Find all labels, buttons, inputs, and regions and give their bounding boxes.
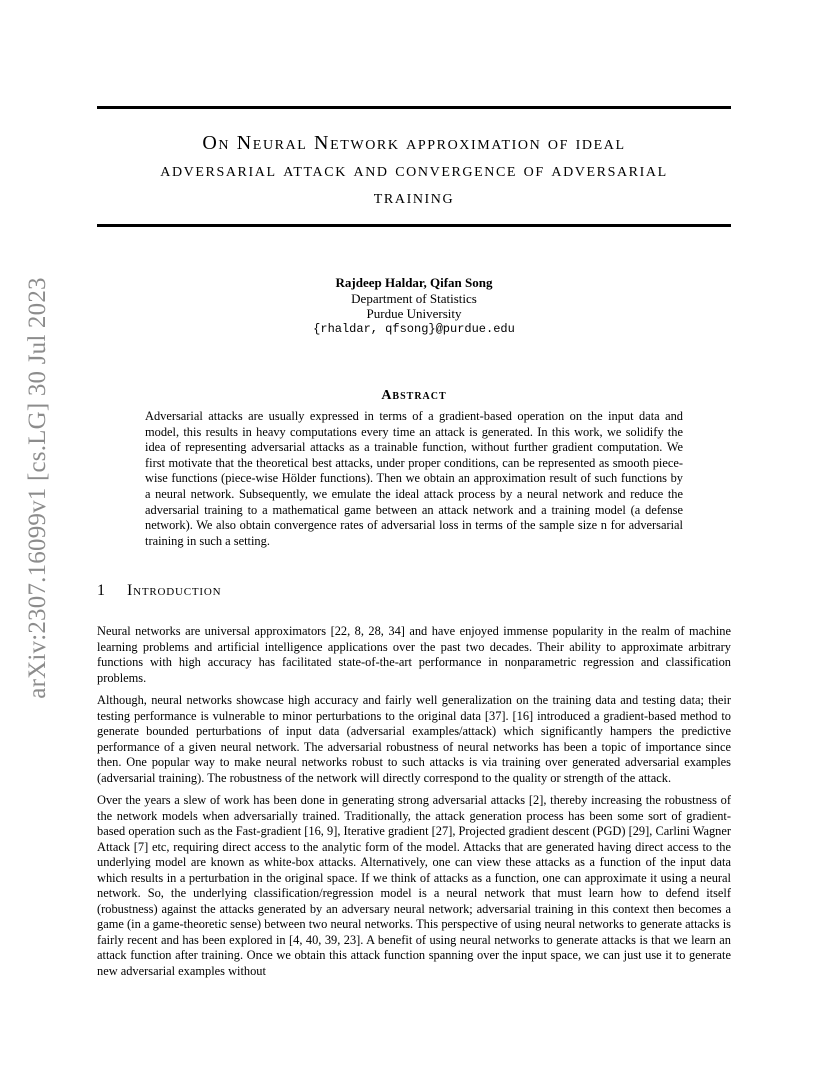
title-top-rule (97, 106, 731, 109)
title-line-3: training (373, 186, 455, 208)
arxiv-id-text: arXiv:2307.16099v1 [cs.LG] 30 Jul 2023 (24, 277, 51, 699)
author-email: {rhaldar, qfsong}@purdue.edu (313, 321, 515, 336)
author-university: Purdue University (366, 306, 462, 321)
section-title: Introduction (127, 582, 222, 599)
author-names: Rajdeep Haldar, Qifan Song (335, 275, 493, 290)
arxiv-identifier-stamp (18, 268, 58, 708)
section-number: 1 (97, 582, 106, 599)
section-heading (97, 582, 221, 600)
paper-title (97, 130, 731, 211)
paragraph-1: Neural networks are universal approximators [22, 8, 28, 34] and have enjoyed immense popularity in the realm of machine learning problems and artificial intelligence applications over the past two decades. Their ability to approximate arbitrary functions with high accuracy has facilitated state-of-the-art performance in nonparametric regression and classification problems. (97, 624, 731, 685)
title-line-1: On Neural Network approximation of ideal (202, 132, 626, 154)
abstract-text: Adversarial attacks are usually expressed in terms of a gradient-based operation on the input data and model, this results in heavy computations every time an attack is generated. In this work, we solidify the idea of representing adversarial attacks as a trainable function, without further gradient computation. We first motivate that the theoretical best attacks, under proper conditions, can be represented as smooth piece-wise functions (piece-wise Hölder functions). Then we obtain an approximation result of such functions by a neural network. Subsequently, we emulate the ideal attack process by a neural network and reduce the adversarial training to a mathematical game between an attack network and a training model (a defense network). We also obtain convergence rates of adversarial loss in terms of the sample size n for adversarial training in such a setting. (145, 409, 683, 548)
paragraph-3: Over the years a slew of work has been done in generating strong adversarial attacks [2], thereby increasing the robustness of the network models when adversarially trained. Traditionally, the attack generation process has been some sort of gradient-based operation such as the Fast-gradient [16, 9], Iterative gradient [27], Projected gradient descent (PGD) [29], Carlini Wagner Attack [7] etc, requiring direct access to the analytic form of the model. Attacks that are generated having direct access to the underlying model are known as white-box attacks. Alternatively, one can view these attacks as a function of the input data which results in a perturbation in the original space. If we think of attacks as a function, one can approximate it using a neural network. So, the underlying classification/regression model is a neural network that must learn how to defend itself (robustness) against the attacks generated by an adversary neural network; adversarial training in this context then becomes a game (in a game-theoretic sense) between two neural networks. This perspective of using neural networks to generate attacks is fairly recent and has been explored in [4, 40, 39, 23]. A benefit of using neural networks to generate attacks is that we learn an attack function after training. Once we obtain this attack function spanning over the input space, we can just use it to generate new adversarial examples without (97, 793, 731, 978)
title-line-2: adversarial attack and convergence of adversarial (160, 159, 668, 181)
introduction-body (97, 624, 731, 986)
author-block (97, 275, 731, 337)
paragraph-2: Although, neural networks showcase high accuracy and fairly well generalization on the training data and testing data; their testing performance is vulnerable to minor perturbations to the original data [37]. [16] introduced a gradient-based method to generate bounded perturbations of input data (adversarial examples/attack) which significantly hampers the predictive performance of a given neural network. The adversarial robustness of neural networks has been a topic of importance since then. One popular way to make neural networks robust to such attacks is via training over generated adversarial examples (adversarial training). The robustness of the network will directly correspond to the quality or strength of the attack. (97, 693, 731, 785)
author-department: Department of Statistics (351, 290, 477, 306)
title-bottom-rule (97, 224, 731, 227)
abstract-heading: Abstract (381, 388, 447, 403)
